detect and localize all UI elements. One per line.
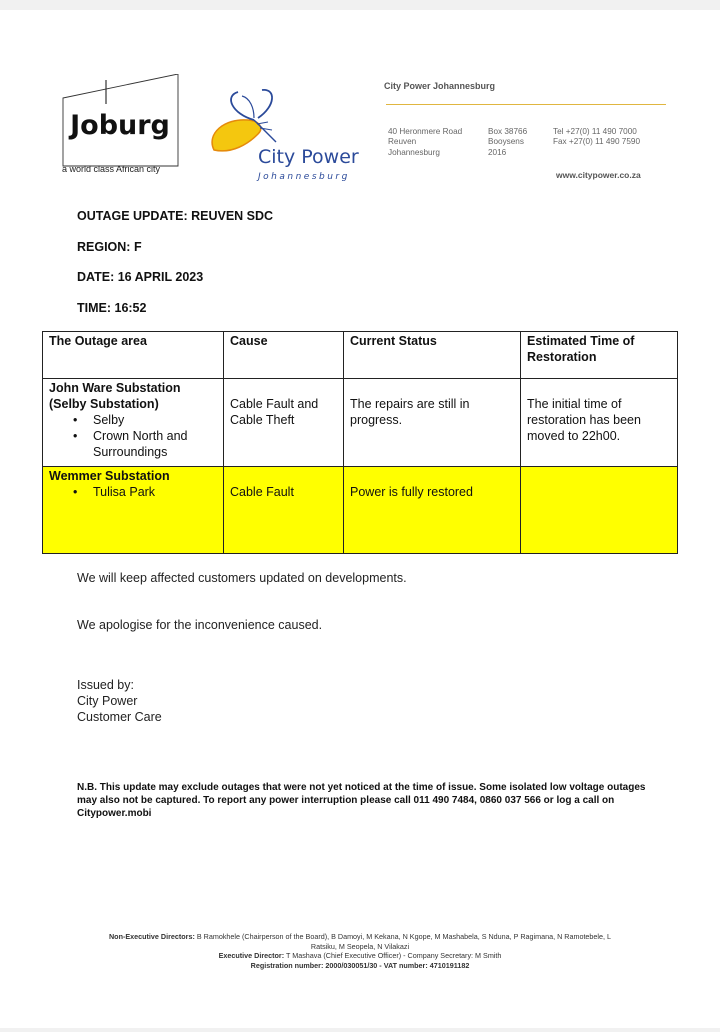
joburg-tagline: a world class African city bbox=[62, 164, 161, 174]
svg-text:City Power: City Power bbox=[258, 146, 359, 168]
cause-cell: Cable Fault bbox=[224, 467, 344, 554]
status-cell: The repairs are still in progress. bbox=[344, 379, 521, 467]
document-page bbox=[0, 10, 720, 1028]
outage-area-cell bbox=[43, 467, 224, 554]
header-outage-area: The Outage area bbox=[43, 332, 224, 379]
list-item: • Crown North and Surroundings bbox=[73, 428, 217, 460]
affected-areas-list bbox=[49, 484, 217, 500]
nb-notice: N.B. This update may exclude outages that were not yet noticed at the time of issue. Some isolated low voltage outages may also not be captured. To report any power interruption please call 011 490 7484, 0860 037 566 or log a call on Citypower.mobi bbox=[77, 782, 646, 819]
region-label: REGION: F bbox=[77, 240, 142, 254]
substation-name: John Ware Substation (Selby Substation) bbox=[49, 381, 181, 411]
header-cause: Cause bbox=[224, 332, 344, 379]
restoration-cell bbox=[521, 467, 678, 554]
header-estimated-restoration: Estimated Time of Restoration bbox=[521, 332, 678, 379]
affected-areas-list bbox=[49, 412, 217, 460]
svg-text:Joburg: Joburg bbox=[70, 110, 170, 141]
table-row bbox=[43, 379, 678, 467]
update-title: OUTAGE UPDATE: REUVEN SDC bbox=[77, 209, 274, 223]
svg-text:Johannesburg: Johannesburg bbox=[258, 172, 350, 182]
issued-by-block: Issued by: City Power Customer Care bbox=[77, 678, 162, 724]
list-item: • Selby bbox=[73, 412, 217, 428]
status-cell: Power is fully restored bbox=[344, 467, 521, 554]
outage-area-cell bbox=[43, 379, 224, 467]
table-row-highlighted bbox=[43, 467, 678, 554]
time-label: TIME: 16:52 bbox=[77, 301, 147, 315]
city-power-logo bbox=[202, 84, 372, 182]
apology-text: We apologise for the inconvenience caused. bbox=[77, 618, 323, 632]
header-current-status: Current Status bbox=[344, 332, 521, 379]
footer-directors: Non-Executive Directors: B Ramokhele (Chairperson of the Board), B Damoyi, M Kekana, N Kgope, M Mashabela, S Nduna, P Ragimana, N Ramotebele, L Ratsiku, M Seopela, N Vilakazi Executive Director: T Mashava (Chief Executive Officer) - Company Secretary: M Smith Registration number: 2000/030051/30 - VAT number: 4710191182 bbox=[108, 932, 612, 970]
joburg-logo bbox=[62, 74, 180, 170]
header-rule bbox=[386, 104, 666, 105]
list-item: • Tulisa Park bbox=[73, 484, 217, 500]
keep-updated-text: We will keep affected customers updated on developments. bbox=[77, 571, 407, 585]
company-name: City Power Johannesburg bbox=[384, 81, 496, 91]
address-street: 40 Heronmere Road Reuven Johannesburg bbox=[388, 127, 463, 157]
address-postal: Box 38766 Booysens 2016 bbox=[488, 127, 528, 157]
date-label: DATE: 16 APRIL 2023 bbox=[77, 270, 204, 284]
website-link[interactable]: www.citypower.co.za bbox=[556, 170, 641, 180]
cause-cell: Cable Fault and Cable Theft bbox=[224, 379, 344, 467]
outage-table bbox=[42, 331, 678, 554]
substation-name: Wemmer Substation bbox=[49, 469, 170, 483]
restoration-cell: The initial time of restoration has been moved to 22h00. bbox=[521, 379, 678, 467]
table-header-row bbox=[43, 332, 678, 379]
address-contact: Tel +27(0) 11 490 7000 Fax +27(0) 11 490 7590 bbox=[553, 127, 641, 147]
